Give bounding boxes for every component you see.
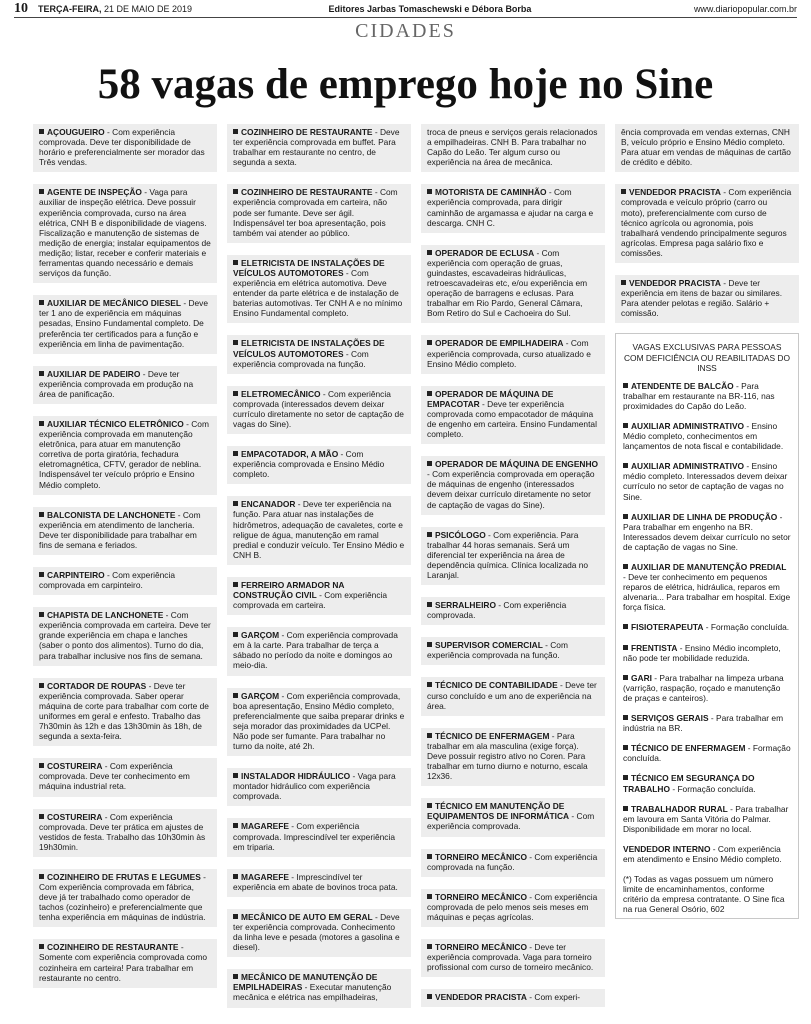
job-title: TRABALHADOR RURAL [631,803,728,814]
bullet-square-icon [39,572,44,577]
job-listing [623,381,791,411]
bullet-square-icon [623,463,628,468]
inclusive-jobs-box [615,333,799,919]
job-listing [33,809,217,857]
issue-date [38,4,192,14]
job-description: troca de pneus e serviços gerais relacionados a empilhadeiras. CNH B. Para trabalhar no Capão do Leão. Ter algum curso ou experiência na área de mecânica. [427,127,598,168]
bullet-square-icon [233,823,238,828]
bullet-square-icon [427,682,432,687]
job-listing [421,889,605,927]
job-listing [623,461,791,501]
bullet-square-icon [623,423,628,428]
job-title: TORNEIRO MECÂNICO [435,851,527,862]
job-listing [33,939,217,987]
job-title: AUXILIAR DE MECÂNICO DIESEL [47,298,182,309]
column-3 [421,124,605,1022]
job-listing [421,728,605,786]
job-description: - Com experiência comprovada em fábrica, deve já ter trabalhado como operador de tachos (cozinheiro) e preferencialmente que tenha experiência em máquinas de indústria. [39,871,206,923]
job-title: OPERADOR DE MÁQUINA DE EMPACOTAR [427,388,554,409]
bullet-square-icon [233,914,238,919]
job-title: TÉCNICO EM MANUTENÇÃO DE EQUIPAMENTOS DE INFORMÁTICA [427,801,570,822]
job-description: - Com experiência comprovada. Deve ter conhecimento em máquina industrial reta. [39,761,190,792]
job-title: COZINHEIRO DE RESTAURANTE [47,942,179,953]
job-description: - Formação concluída. [670,783,756,794]
job-description: - Para trabalhar em ala masculina (exige força). Deve possuir registro ativo no Coren. Para trabalhar em turno diurno e noturno, escala 12x36. [427,730,588,782]
bullet-square-icon [623,645,628,650]
job-listing [227,577,411,615]
website-url: www.diariopopular.com.br [693,4,797,14]
editors-line: Editores Jarbas Tomaschewski e Débora Borba [328,4,532,14]
job-title: CARPINTEIRO [47,570,105,580]
bullet-square-icon [39,421,44,426]
bullet-square-icon [233,501,238,506]
bullet-square-icon [233,340,238,345]
job-title: INSTALADOR HIDRÁULICO [241,771,351,782]
job-listing [33,124,217,172]
job-description: - Para trabalhar na limpeza urbana (varrição, raspação, roçado e manutenção de praças e canteiros). [623,672,784,703]
job-description: - Para trabalhar em restaurante na BR-116, nas proximidades do Capão do Leão. [623,380,775,411]
bullet-square-icon [39,300,44,305]
job-description: - Com experiência comprovada na função. [427,640,568,661]
job-description: - Com experiência comprovada, para dirigir caminhão de argamassa e ajudar na carga e descarga. CNH C. [427,187,594,228]
job-listing [421,798,605,836]
bullet-square-icon [39,512,44,517]
job-title: OPERADOR DE EMPILHADEIRA [435,338,564,349]
job-listing [227,969,411,1007]
issue-date-rest: 21 DE MAIO DE 2019 [101,4,193,14]
job-listing [623,844,791,864]
job-description: - Com experiência comprovada. Imprescindível ter experiência em triparia. [233,821,395,852]
job-title: OPERADOR DE ECLUSA [435,247,535,258]
job-listing [421,637,605,665]
bullet-square-icon [427,894,432,899]
job-description: - Com experiência comprovada, curso atualizado e Ensino Médio completo. [427,338,591,369]
bullet-square-icon [233,974,238,979]
job-description: - Vaga para auxiliar de inspeção elétrica. Deve possuir experiência comprovada, curso na área elétrica, CNH B e disponibilidade de viagens. Fiscalização e manutenção de sistemas de medição de energia; instalar equipamentos de medição; listar, receber e conferir materiais e ferramentas quando necessário e demais serviços da função. [39,187,211,279]
bullet-square-icon [427,944,432,949]
job-description: - Com experi- [526,992,581,1003]
job-description: - Deve ter conhecimento em pequenos reparos de elétrica, hidráulica, reparos em alvenaria... Para trabalhar em hospital. Exige força física. [623,572,791,613]
bullet-square-icon [39,371,44,376]
bullet-square-icon [427,532,432,537]
job-description: - Com experiência comprovada em carteira. Deve ter grande experiência em chapa e lanches (saber o ponto dos alimentos). Turno do dia, para trabalhar inclusive nos fins de semana. [39,610,211,661]
bullet-square-icon [427,340,432,345]
bullet-square-icon [427,803,432,808]
bullet-square-icon [623,806,628,811]
job-listing [615,124,799,172]
job-listing [227,688,411,757]
job-listing [623,562,791,612]
issue-weekday: TERÇA-FEIRA, [38,4,102,14]
job-description: - Com experiência comprovada na função. [427,851,598,872]
job-title: ELETRICISTA DE INSTALAÇÕES DE VEÍCULOS AUTOMOTORES [233,257,385,278]
job-description: - Com experiência em atendimento de lancheria. Deve ter disponibilidade para trabalhar em fins de semana e feriados. [39,509,201,550]
job-title: AUXILIAR TÉCNICO ELETRÔNICO [47,418,184,429]
job-title: AGENTE DE INSPEÇÃO [47,187,142,198]
job-listing [421,184,605,232]
job-description: - Deve ter experiência comprovada em produção na área de panificação. [39,368,194,399]
bullet-square-icon [427,189,432,194]
job-listing [33,678,217,747]
job-title: SERVIÇOS GERAIS [631,713,709,724]
job-description: - Com experiência em elétrica automotiva. Deve entender da parte elétrica e de instalação de baterias automotivas. Ter CNH A e no mínimo Ensino Fundamental completo. [233,267,403,319]
job-listing [615,275,799,323]
job-listing [227,255,411,324]
bullet-square-icon [233,874,238,879]
column-2 [227,124,411,1022]
job-title: SERRALHEIRO [435,600,496,611]
job-listing [421,386,605,444]
job-title: TORNEIRO MECÂNICO [435,941,527,952]
job-listing [623,713,791,733]
job-title: TÉCNICO DE ENFERMAGEM [435,730,550,741]
job-title: VENDEDOR INTERNO [623,843,711,854]
bullet-square-icon [233,632,238,637]
job-description: - Com experiência em atendimento e Ensino Médio completo. [623,843,782,864]
job-description: - Com experiência comprovada em carpinteiro. [39,570,175,591]
job-listing [421,849,605,877]
job-listing [421,939,605,977]
inclusive-jobs-title: VAGAS EXCLUSIVAS PARA PESSOAS COM DEFICIÊNCIA OU REABILITADAS DO INSS [624,342,790,373]
bullet-square-icon [623,675,628,680]
job-listing [33,507,217,555]
job-listing [421,124,605,172]
job-description: - Com experiência comprovada e Ensino Médio completo. [233,449,385,480]
bullet-square-icon [623,745,628,750]
job-title: FRENTISTA [631,642,678,653]
bullet-square-icon [623,514,628,519]
job-title: MOTORISTA DE CAMINHÃO [435,187,547,198]
job-description: - Deve ter experiência comprovada. Conhecimento da linha leve e pesada (motores a gasolina e diesel). [233,911,400,953]
job-listing [227,909,411,957]
bullet-square-icon [623,564,628,569]
bullet-square-icon [427,602,432,607]
job-listing [227,184,411,242]
job-description: - Somente com experiência comprovada como cozinheira em carteira! Para trabalhar em restaurante no centro. [39,942,208,983]
job-description: - Com experiência comprovada. [427,600,567,621]
job-title: GARÇOM [241,690,280,701]
job-listing [623,743,791,763]
bullet-square-icon [39,612,44,617]
bullet-square-icon [233,582,238,587]
bullet-square-icon [233,693,238,698]
job-title: TÉCNICO EM SEGURANÇA DO TRABALHO [623,773,755,794]
job-description: - Com experiência comprovada em carteira, não pode ser fumante. Deve ser ágil. Indispensável ter boa apresentação, pois também vai atender ao público. [233,187,398,238]
job-title: COZINHEIRO DE RESTAURANTE [241,127,373,137]
job-title: VENDEDOR PRACISTA [629,187,721,198]
job-listing [623,804,791,834]
job-description: - Para trabalhar em engenho na BR. Interessados devem deixar currículo no setor de captação de vagas no Sine. [623,511,791,552]
job-title: MECÂNICO DE AUTO EM GERAL [241,911,373,922]
bullet-square-icon [623,624,628,629]
footnote: (*) Todas as vagas possuem um número limite de encaminhamentos, conforme critério da empresa contratante. O Sine fica na rua General Osório, 602 [623,874,785,915]
page-number: 10 [14,1,28,16]
inclusive-jobs-list [623,381,791,864]
job-description: - Com experiência comprovada, boa apresentação, Ensino Médio completo, preferencialmente que saiba preparar drinks e seja morador das proximidades da UCPel. Não pode ser fumante. Para trabalhar no turno da noite, até 2h. [233,690,405,752]
bullet-square-icon [39,814,44,819]
job-listing [227,335,411,373]
job-listing [421,677,605,715]
job-title: GARÇOM [241,630,280,641]
job-title: AUXILIAR ADMINISTRATIVO [631,461,745,472]
job-title: AUXILIAR DE MANUTENÇÃO PREDIAL [631,562,787,572]
job-title: ENCANADOR [241,499,296,510]
job-description: - Com experiência comprovada. [427,811,595,832]
bullet-square-icon [39,763,44,768]
bullet-square-icon [39,944,44,949]
bullet-square-icon [233,189,238,194]
job-listing [615,184,799,263]
bullet-square-icon [623,383,628,388]
job-description: - Deve ter 1 ano de experiência em máquinas pesadas, Ensino Fundamental completo. De preferência ter certificados para a função e experiência em linha de pavimentação. [39,298,209,349]
bullet-square-icon [39,189,44,194]
job-description: - Formação concluída. [703,622,790,633]
job-listing [421,456,605,514]
job-listing [623,643,791,663]
job-description: - Ensino Médio incompleto, não pode ter mobilidade reduzida. [623,642,781,663]
job-title: VENDEDOR PRACISTA [435,992,527,1003]
bullet-square-icon [427,391,432,396]
page-header [0,0,811,17]
job-listing [227,818,411,856]
bullet-square-icon [39,683,44,688]
job-listing [33,567,217,595]
job-title: GARI [631,672,652,683]
job-description: - Imprescindível ter experiência em abate de bovinos troca pata. [233,871,398,892]
job-listing [623,773,791,793]
job-listing [227,869,411,897]
bullet-square-icon [39,129,44,134]
job-title: AÇOUGUEIRO [47,127,105,137]
job-title: MAGAREFE [241,871,289,882]
job-description: - Para trabalhar em indústria na BR. [623,713,784,734]
job-description: - Com experiência comprovada e veículo próprio (carro ou moto), preferencialmente com curso de técnico agrícola ou agronomia, pois trabalhará vendendo principalmente seguros agrícolas. Empresa paga salário fixo e comissões. [621,187,792,258]
job-title: FERREIRO ARMADOR NA CONSTRUÇÃO CIVIL [233,579,345,600]
bullet-square-icon [427,994,432,999]
job-title: AUXILIAR ADMINISTRATIVO [631,420,745,431]
bullet-square-icon [621,280,626,285]
job-listing [33,758,217,796]
bullet-square-icon [427,642,432,647]
bullet-square-icon [233,451,238,456]
job-description: - Ensino Médio completo, conhecimentos em lançamentos de nota fiscal e contabilidade. [623,420,784,452]
job-description: ência comprovada em vendas externas, CNH B, veículo próprio e Ensino Médio completo. Para atuar em vendas de máquinas de cartão de crédito e débito. [621,127,791,168]
bullet-square-icon [427,250,432,255]
job-listing [227,386,411,434]
job-title: FISIOTERAPEUTA [631,622,704,633]
job-description: - Ensino médio completo. Interessados devem deixar currículo no setor de captação de vagas no Sine. [623,461,788,502]
job-listing [623,622,791,632]
job-listing [421,989,605,1007]
job-description: - Deve ter experiência na função. Para atuar nas instalações de hidrômetros, adequação de cavaletes, corte e religue de água, manutenção em ramal predial e conduzir veículo. Ter Ensino Médio e CNH B. [233,499,405,560]
job-listing [227,627,411,675]
bullet-square-icon [427,461,432,466]
job-description: - Com experiência com operação de gruas, guindastes, escavadeiras hidráulicas, retroescavadeiras etc, e/ou experiência em operação de barragens e eclusas. Para trabalhar em Rio Pardo, General Câmara, Bom Retiro do Sul e Cachoeira do Sul. [427,247,588,319]
job-title: CORTADOR DE ROUPAS [47,680,147,691]
job-title: AUXILIAR DE PADEIRO [47,368,141,379]
job-listing [33,607,217,665]
job-description: - Com experiência comprovada. Deve ter prática em ajustes de vestidos de festa. Trabalho das 10h30min às 19h30min. [39,811,206,852]
bullet-square-icon [623,775,628,780]
job-description: - Com experiência comprovada em manutenção eletrônica, para atuar em manutenção corretiva de porta giratória, fechadura eletromagnética, CFTV, gerador de neblina. Indispensável ter veículo próprio e Ensino Médio completo. [39,418,209,490]
job-title: TÉCNICO DE CONTABILIDADE [435,680,558,691]
job-listing [33,184,217,283]
job-title: MECÂNICO DE MANUTENÇÃO DE EMPILHADEIRAS [233,972,378,993]
job-description: - Deve ter experiência comprovada. Saber operar máquina de corte para trabalhar com corte de uniformes em geral e enfesto. Trabalho das 7h30min às 12h e das 13h30min às 18h, de segunda a sexta-feira. [39,680,209,742]
job-title: BALCONISTA DE LANCHONETE [47,509,176,520]
job-description: - Deve ter experiência comprovada como empacotador de máquina de engenho em carteira. Ensino Fundamental completo. [427,398,597,440]
job-listing [227,124,411,172]
job-listing [421,597,605,625]
job-description: - Com experiência comprovada. Deve ter disponibilidade de horário e preferencialmente ser morador das Três vendas. [39,127,205,168]
job-listing [33,416,217,495]
bullet-square-icon [233,260,238,265]
job-listing [623,421,791,451]
job-title: EMPACOTADOR, A MÃO [241,449,339,460]
job-title: MAGAREFE [241,821,289,832]
job-listing [227,768,411,806]
bullet-square-icon [427,733,432,738]
job-listing [33,869,217,927]
bullet-square-icon [621,189,626,194]
job-description: - Deve ter experiência comprovada em buffet. Para trabalhar em restaurante no centro, de segunda a sexta. [233,127,400,168]
job-listing [33,366,217,404]
job-listing [623,512,791,552]
job-title: SUPERVISOR COMERCIAL [435,640,543,651]
job-title: ELETROMECÂNICO [241,388,321,399]
job-description: - Com experiência comprovada na função. [233,348,369,369]
bullet-square-icon [39,874,44,879]
job-description: - Deve ter experiência em itens de bazar ou similares. Para atender pelotas e região. Salário + comissão. [621,278,783,319]
job-description: - Com experiência comprovada em carteira. [233,590,388,611]
job-title: PSICÓLOGO [435,529,486,540]
job-description: - Com experiência comprovada em operação de máquinas de engenho (interessados devem deixar currículo diretamente no setor de captação de vagas do Sine). [427,469,595,510]
job-description: - Deve ter curso concluído e um ano de experiência na área. [427,680,597,711]
job-title: TORNEIRO MECÂNICO [435,891,527,902]
header-rule [14,17,797,18]
bullet-square-icon [623,715,628,720]
bullet-square-icon [427,854,432,859]
job-listing [421,527,605,585]
bullet-square-icon [233,391,238,396]
column-4 [615,124,799,1022]
column-4-listings [615,124,799,323]
job-listing [33,295,217,353]
job-description: - Formação concluída. [623,743,791,764]
section-title: CIDADES [355,20,456,42]
job-title: COZINHEIRO DE RESTAURANTE [241,187,373,198]
job-listing [623,673,791,703]
job-title: COSTUREIRA [47,811,103,822]
job-title: COZINHEIRO DE FRUTAS E LEGUMES [47,871,201,882]
job-listing [421,335,605,373]
column-1 [33,124,217,1022]
job-description: - Deve ter experiência comprovada. Vaga para torneiro profissional com curso de torneiro mecânico. [427,941,594,973]
job-description: - Com experiência. Para trabalhar 44 horas semanais. Será um diferencial ter experiência na área de dependência química. Clínica localizada no Laranjal. [427,529,589,580]
job-title: CHAPISTA DE LANCHONETE [47,610,164,621]
job-title: ATENDENTE DE BALCÃO [631,380,734,391]
job-title: COSTUREIRA [47,761,103,772]
job-listing [227,446,411,484]
job-listing [227,496,411,565]
job-title: TÉCNICO DE ENFERMAGEM [631,743,746,754]
job-description: - Com experiência comprovada de pelo menos seis meses em máquinas e peças agrícolas. [427,891,598,922]
bullet-square-icon [233,773,238,778]
job-description: - Para trabalhar em lavoura em Santa Vitória do Palmar. Disponibilidade em morar no local. [623,803,789,834]
job-description: - Com experiência comprovada em à la carte. Para trabalhar de terça a sábado no período da noite e domingos ao meio-dia. [233,630,398,671]
job-description: - Vaga para montador hidráulico com experiência comprovada. [233,771,396,802]
job-title: ELETRICISTA DE INSTALAÇÕES DE VEÍCULOS AUTOMOTORES [233,338,385,359]
job-description: - Executar manutenção mecânica e elétrica nas empilhadeiras, [233,982,392,1003]
bullet-square-icon [233,129,238,134]
job-title: VENDEDOR PRACISTA [629,278,721,289]
job-title: OPERADOR DE MÁQUINA DE ENGENHO [435,459,599,470]
job-title: AUXILIAR DE LINHA DE PRODUÇÃO [631,511,778,522]
job-description: - Com experiência comprovada (interessados devem deixar currículo diretamente no setor de captação de vagas do Sine). [233,388,404,429]
headline: 58 vagas de emprego hoje no Sine [97,61,714,108]
job-listing [421,245,605,324]
